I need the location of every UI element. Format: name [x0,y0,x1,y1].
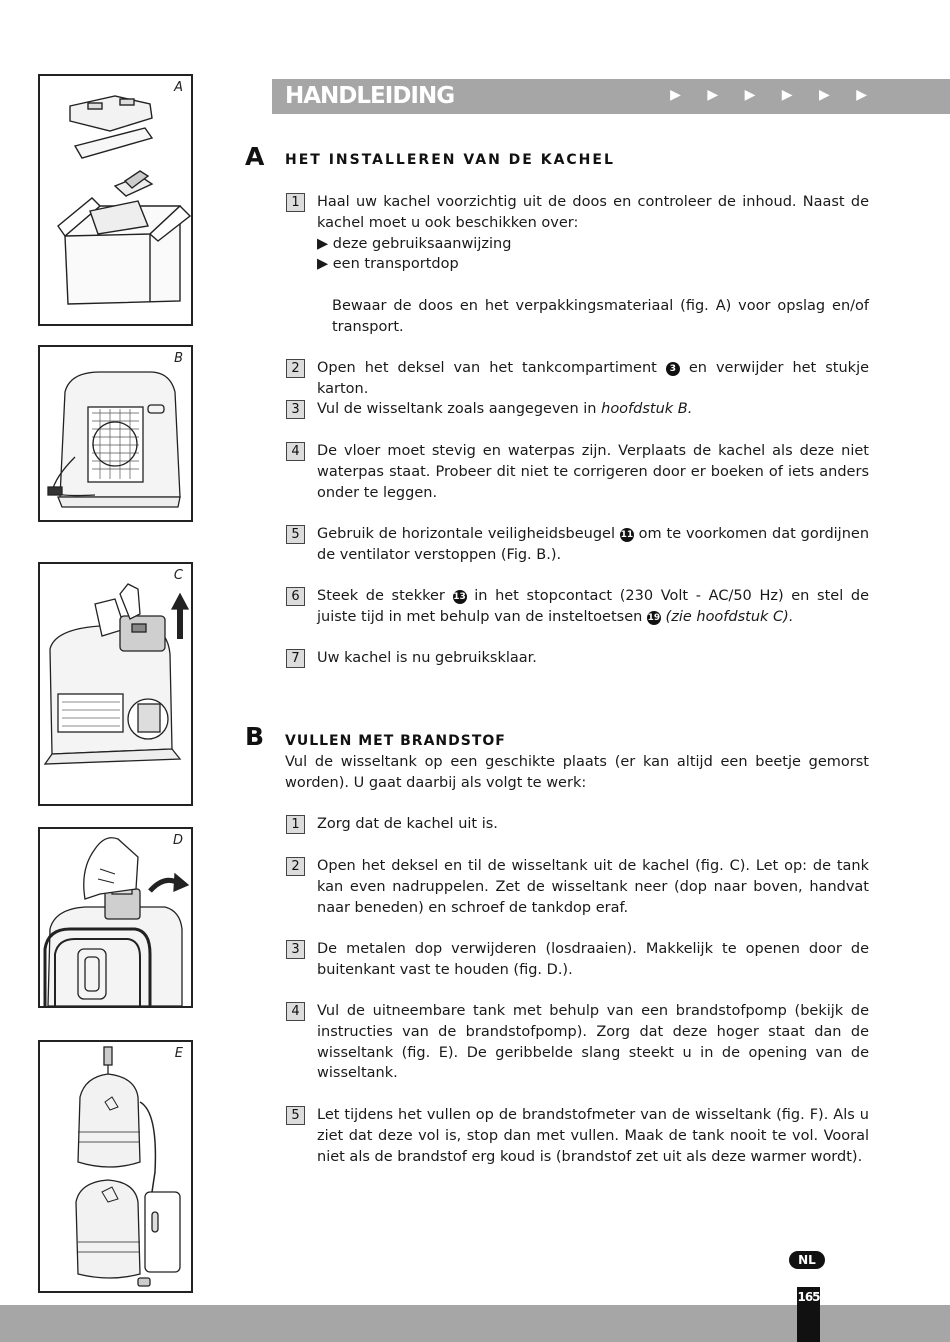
step-text: Uw kachel is nu gebruiksklaar. [317,650,537,666]
arrow-row-icon: ▶ ▶ ▶ ▶ ▶ ▶ [670,87,878,103]
step-text: De vloer moet stevig en waterpas zijn. Verplaats de kachel als deze niet waterpas staat. Probeer dit niet te corrigeren door er boeken of iets anders onder te leggen. [317,443,869,501]
step-text-body: in het stopcontact (230 Volt - AC/50 Hz) en stel de juiste tijd in met behulp van de insteltoetsen [317,588,869,625]
step-text-body: Steek de stekker [317,588,445,604]
step-number: 2 [286,359,305,378]
step-text-italic: (zie hoofdstuk C). [665,608,794,625]
step-number: 5 [286,1106,305,1125]
section-b-intro: Vul de wisseltank op een geschikte plaats (er kan altijd een beetje gemorst worden). U gaat daarbij als volgt te werk: [285,754,869,791]
tank-removal-illustration [40,564,191,804]
cap-unscrew-illustration [40,829,191,1006]
bullet-text: deze gebruiksaanwijzing [332,235,512,252]
heater-back-illustration [40,347,191,520]
step-text: De metalen dop verwijderen (losdraaien). Makkelijk te openen door de buitenkant vast te houden (fig. D.). [317,941,869,978]
step-text: Zorg dat de kachel uit is. [317,816,498,832]
figure-label: A [174,80,183,95]
bullet-arrow-icon: ▶ [317,256,333,273]
step-text-body: Open het deksel van het tankcompartiment [317,360,657,376]
figure-c [38,562,193,806]
step-text-body: Vul de wisseltank zoals aangegeven in [317,401,597,417]
page-number: 165 [797,1290,820,1304]
figure-b [38,345,193,522]
step-number: 6 [286,587,305,606]
section-b-letter: B [245,722,265,751]
section-a-title: HET INSTALLEREN VAN DE KACHEL [285,152,615,168]
figure-d [38,827,193,1008]
reference-number-icon: 19 [647,612,661,623]
step-text-body: om te voorkomen dat gordijnen de ventilator verstoppen (Fig. B.). [317,526,870,563]
reference-number-icon: 11 [620,530,634,540]
step-text: Let tijdens het vullen op de brandstofmeter van de wisseltank (fig. F). Als u ziet dat deze vol is, stop dan met vullen. Maak de tank nooit te vol. Vooral niet als de brandstof erg koud is (brandstof zet uit als deze warmer wordt). [317,1107,869,1165]
step-number: 4 [286,1002,305,1021]
step-text [317,399,869,420]
step-number: 3 [286,940,305,959]
step-text-body: Haal uw kachel voorzichtig uit de doos en controleer de inhoud. Naast de kachel moet u ook beschikken over: [317,194,869,231]
section-a-letter: A [245,142,265,171]
step-text [317,192,869,275]
step-number: 5 [286,525,305,544]
fuel-pump-illustration [40,1042,191,1291]
bullet-item [317,254,869,275]
step-text [317,524,869,566]
reference-number-icon: 13 [453,592,466,602]
step-text-body: Gebruik de horizontale veiligheidsbeugel [317,526,615,542]
bullet-item [317,234,869,255]
step-text [317,586,869,628]
step-number: 3 [286,400,305,419]
language-badge: NL [789,1251,825,1269]
section-b-title: VULLEN MET BRANDSTOF [285,733,506,749]
step-text: Vul de uitneembare tank met behulp van een brandstofpomp (bekijk de instructies van de brandstofpomp). Zorg dat deze hoger staat dan de wisseltank (fig. E). De geribbelde slang steekt u in de opening van de wisseltank. [317,1003,869,1082]
step-number: 4 [286,442,305,461]
step-number: 1 [286,193,305,212]
figure-e [38,1040,193,1293]
figure-label: B [174,351,183,366]
step-text-italic: hoofdstuk B. [601,401,693,417]
page-title: HANDLEIDING [285,83,455,109]
figure-label: E [174,1046,183,1061]
step-number: 1 [286,815,305,834]
figure-label: D [172,833,183,848]
step-number: 2 [286,857,305,876]
step-note: Bewaar de doos en het verpakkingsmateriaal (fig. A) voor opslag en/of transport. [332,298,869,335]
bullet-text: een transportdop [332,256,459,273]
step-text: Open het deksel en til de wisseltank uit de kachel (fig. C). Let op: de tank kan even nadruppelen. Zet de wisseltank neer (dop naar boven, handvat naar beneden) en schroef de tankdop eraf. [317,858,869,916]
unboxing-illustration [40,76,191,324]
bullet-arrow-icon: ▶ [317,235,333,252]
figure-a [38,74,193,326]
step-text [317,358,869,400]
header-bar [272,79,950,114]
figure-label: C [173,568,183,583]
step-number: 7 [286,649,305,668]
step-text-body: en verwijder het stukje karton. [317,360,870,397]
reference-number-icon: 3 [666,362,680,376]
